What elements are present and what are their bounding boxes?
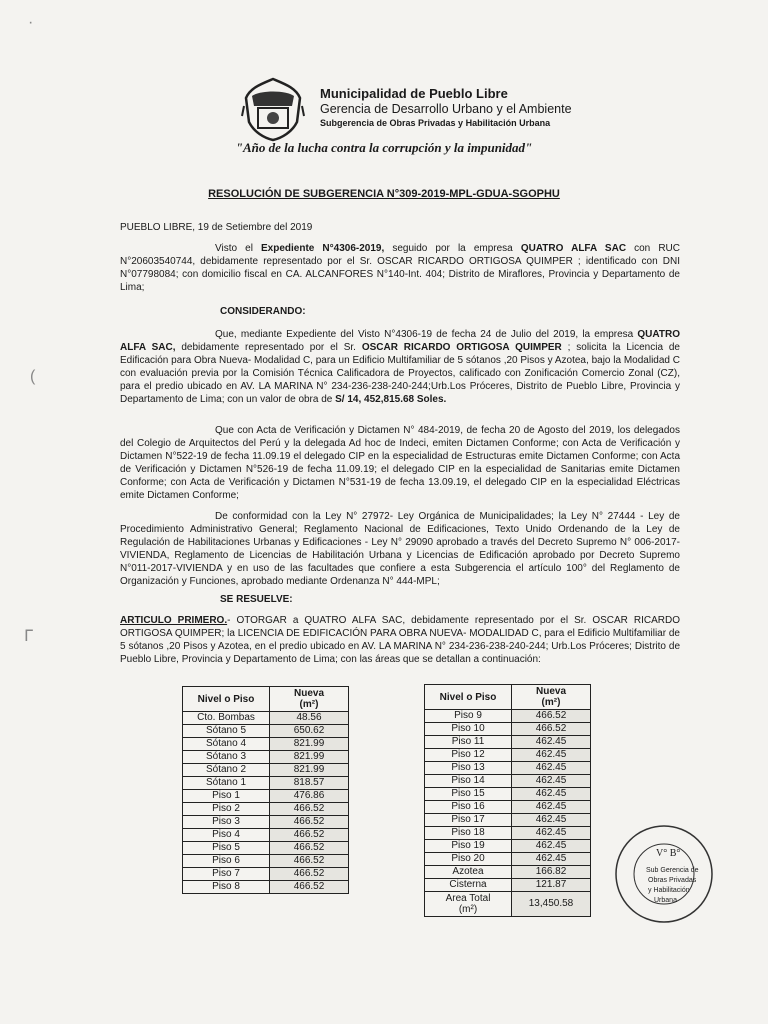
row-area: 462.45 — [512, 814, 591, 827]
row-area: 462.45 — [512, 801, 591, 814]
row-area: 462.45 — [512, 840, 591, 853]
table-row — [425, 710, 591, 723]
row-level: Cto. Bombas — [183, 712, 270, 725]
para3-text: De conformidad con la Ley N° 27972- Ley Orgánica de Municipalidades; la Ley N° 27444 - Ley de Procedimiento Administrativo General; Reglamento Nacional de Edificaciones, Texto Unido Ordenando de la Ley de Regulación de Habilitaciones Urbanas y Edificaciones - Ley N° 29090 aprobado a través del Decreto Supremo N° 006-2017-VIVIENDA, Reglamento de Licencias de Habilitación Urbana y Licencias de Edificación aprobado por Decreto Supremo N°011-2017-VIVIENDA y en uso de las facultades que confiere a esta Subgerencia el artículo 100° del Reglamento de Organización y Funciones, aprobado mediante Ordenanza N° 444-MPL; — [120, 511, 680, 587]
row-area: 121.87 — [512, 879, 591, 892]
table-row — [183, 738, 349, 751]
row-level: Piso 19 — [425, 840, 512, 853]
gerencia-name: Gerencia de Desarrollo Urbano y el Ambiente — [320, 102, 572, 116]
table-row — [183, 712, 349, 725]
table-row — [425, 879, 591, 892]
scan-mark: · — [28, 14, 34, 31]
header-nivel-label: Nivel o Piso — [439, 691, 497, 703]
row-level: Piso 7 — [183, 868, 270, 881]
total-unit: (m²) — [458, 904, 478, 915]
row-area: 821.99 — [270, 751, 349, 764]
row-area: 650.62 — [270, 725, 349, 738]
row-level: Piso 5 — [183, 842, 270, 855]
municipal-seal-icon — [240, 76, 306, 142]
row-area: 462.45 — [512, 788, 591, 801]
table-row — [183, 725, 349, 738]
row-area: 462.45 — [512, 775, 591, 788]
header-nivel — [183, 687, 270, 712]
table-row — [183, 751, 349, 764]
table-row — [425, 814, 591, 827]
row-level: Piso 15 — [425, 788, 512, 801]
municipality-name: Municipalidad de Pueblo Libre — [320, 86, 508, 101]
articulo-primero-paragraph — [120, 614, 680, 666]
header-nueva — [270, 687, 349, 712]
svg-text:Obras Privadas: Obras Privadas — [648, 877, 697, 884]
row-level: Sótano 5 — [183, 725, 270, 738]
considerando-paragraph-2 — [120, 424, 680, 502]
para1-text-3: ; solicita la Licencia de Edificación para Obra Nueva- Modalidad C, para un Edificio Multifamiliar de 5 sótanos ,20 Pisos y Azotea, bajo la Modalidad C con evaluación previa por la Comisión Técnica Calificadora de Proyectos, calificado con Zonificación Comercio Zonal (CZ), para el predio ubicado en AV. LA MARINA N° 234-236-238-240-244;Urb.Los Próceres, Distrito de Pueblo Libre, Provincia y Departamento de Lima; con un valor de obra de — [120, 342, 680, 405]
considerando-paragraph-3 — [120, 510, 680, 588]
considerando-paragraph-1 — [120, 328, 680, 406]
row-level: Piso 11 — [425, 736, 512, 749]
visto-text-1: Visto el — [215, 243, 261, 254]
table-row — [183, 881, 349, 894]
row-area: 466.52 — [270, 881, 349, 894]
row-area: 462.45 — [512, 827, 591, 840]
visto-text-2: seguido por la empresa — [384, 243, 521, 254]
articulo-text: - OTORGAR a QUATRO ALFA SAC, debidamente representado por el Sr. OSCAR RICARDO ORTIGOSA QUIMPER; la LICENCIA DE EDIFICACIÓN PARA OBRA NUEVA- MODALIDAD C, para el Edificio Multifamiliar de 5 sótanos ,20 Pisos y Azotea, en el predio ubicado en AV. LA MARINA N° 234-236-238-240-244; Urb.Los Próceres; Distrito de Pueblo Libre, Provincia y Departamento de Lima; con las áreas que se detallan a continuación: — [120, 615, 680, 665]
row-area: 821.99 — [270, 738, 349, 751]
scan-mark: ( — [30, 368, 36, 385]
areas-table-left — [182, 686, 349, 894]
table-row — [183, 842, 349, 855]
row-level: Sótano 3 — [183, 751, 270, 764]
row-area: 476.86 — [270, 790, 349, 803]
row-area: 466.52 — [270, 855, 349, 868]
total-label — [425, 892, 512, 917]
visto-text-3: con RUC N°20603540744, debidamente representado por el Sr. OSCAR RICARDO ORTIGOSA QUIMPER ; identificado con DNI N°07798084; con domicilio fiscal en CA. ALCANFORES N°140-Int. 404; Distrito de Miraflores, Provincia y Departamento de Lima; — [120, 243, 680, 293]
visto-empresa: QUATRO ALFA SAC — [520, 243, 627, 254]
scan-mark: ᒥ — [24, 628, 33, 645]
row-area: 48.56 — [270, 712, 349, 725]
row-level: Piso 3 — [183, 816, 270, 829]
row-level: Piso 18 — [425, 827, 512, 840]
header-nivel-label: Nivel o Piso — [197, 693, 255, 705]
row-area: 466.52 — [512, 710, 591, 723]
letterhead — [240, 72, 660, 142]
resolution-title: RESOLUCIÓN DE SUBGERENCIA N°309-2019-MPL-GDUA-SGOPHU — [208, 188, 560, 200]
table-row — [425, 840, 591, 853]
total-row — [425, 892, 591, 917]
row-level: Piso 12 — [425, 749, 512, 762]
table-row — [183, 777, 349, 790]
row-area: 466.52 — [270, 829, 349, 842]
header-nueva-label: Nueva — [293, 688, 324, 699]
table-row — [183, 855, 349, 868]
table-row — [425, 827, 591, 840]
para2-text: Que con Acta de Verificación y Dictamen N° 484-2019, de fecha 20 de Agosto del 2019, los delegados del Colegio de Arquitectos del Perú y la delegada Ad hoc de Indeci, emiten Dictamen Conforme; con Acta de Verificación y Dictamen N°522-19 de fecha 11.09.19 el delegado CIP en la especialidad de Estructuras emite Dictamen Conforme; con Acta de Verificación y Dictamen N°526-19 de fecha 11.09.19; el delegado CIP en la especialidad de Sanitarias emite Dictamen Conforme; con Acta de Verificación y Dictamen N°531-19 de fecha 13.09.19, el delegado CIP en la especialidad Eléctricas emite Dictamen Conforme; — [120, 425, 680, 501]
row-level: Piso 17 — [425, 814, 512, 827]
para1-empresa: QUATRO ALFA SAC, — [120, 329, 680, 353]
row-level: Cisterna — [425, 879, 512, 892]
row-area: 821.99 — [270, 764, 349, 777]
total-label-text: Area Total — [445, 893, 491, 904]
subgerencia-name: Subgerencia de Obras Privadas y Habilitación Urbana — [320, 118, 551, 128]
svg-text:Urbana: Urbana — [654, 897, 677, 904]
svg-text:V° B°: V° B° — [656, 848, 681, 859]
table-row — [425, 775, 591, 788]
para1-representative: OSCAR RICARDO ORTIGOSA QUIMPER — [361, 342, 562, 353]
table-row — [183, 829, 349, 842]
row-level: Piso 13 — [425, 762, 512, 775]
row-level: Sótano 1 — [183, 777, 270, 790]
table-row — [425, 853, 591, 866]
row-level: Piso 10 — [425, 723, 512, 736]
table-row — [183, 764, 349, 777]
row-area: 466.52 — [270, 868, 349, 881]
row-level: Azotea — [425, 866, 512, 879]
table-row — [425, 866, 591, 879]
table-row — [425, 762, 591, 775]
row-level: Piso 8 — [183, 881, 270, 894]
row-area: 462.45 — [512, 736, 591, 749]
row-area: 466.52 — [270, 816, 349, 829]
row-level: Piso 14 — [425, 775, 512, 788]
table-row — [425, 723, 591, 736]
svg-text:Sub Gerencia de: Sub Gerencia de — [646, 867, 699, 874]
row-level: Piso 9 — [425, 710, 512, 723]
year-motto: "Año de la lucha contra la corrupción y la impunidad" — [235, 140, 533, 155]
considerando-heading: CONSIDERANDO: — [220, 306, 306, 317]
table-row — [183, 816, 349, 829]
visto-expediente: Expediente N°4306-2019, — [261, 243, 385, 254]
resuelve-heading: SE RESUELVE: — [220, 594, 293, 605]
table-row — [425, 801, 591, 814]
header-unit-label: (m²) — [541, 697, 561, 708]
row-level: Piso 2 — [183, 803, 270, 816]
header-nueva — [512, 685, 591, 710]
table-row — [183, 803, 349, 816]
row-area: 466.52 — [512, 723, 591, 736]
table-row — [425, 749, 591, 762]
row-level: Piso 4 — [183, 829, 270, 842]
row-level: Sótano 2 — [183, 764, 270, 777]
svg-text:y Habilitación: y Habilitación — [648, 887, 690, 894]
header-unit-label: (m²) — [299, 699, 319, 710]
para1-text-2: debidamente representado por el Sr. — [175, 342, 362, 353]
articulo-label: ARTICULO PRIMERO. — [120, 615, 228, 626]
resolution-date: PUEBLO LIBRE, 19 de Setiembre del 2019 — [120, 222, 313, 233]
row-area: 166.82 — [512, 866, 591, 879]
row-level: Piso 1 — [183, 790, 270, 803]
row-level: Sótano 4 — [183, 738, 270, 751]
table-row — [183, 790, 349, 803]
total-value: 13,450.58 — [512, 892, 591, 917]
para1-text-1: Que, mediante Expediente del Visto N°4306-19 de fecha 24 de Julio del 2019, la empresa — [215, 329, 638, 340]
row-area: 462.45 — [512, 853, 591, 866]
areas-table-right — [424, 684, 591, 917]
row-area: 466.52 — [270, 842, 349, 855]
official-stamp-icon — [612, 822, 716, 926]
table-row — [425, 736, 591, 749]
row-area: 466.52 — [270, 803, 349, 816]
header-nivel — [425, 685, 512, 710]
row-area: 818.57 — [270, 777, 349, 790]
table-row — [425, 788, 591, 801]
header-nueva-label: Nueva — [535, 686, 566, 697]
row-level: Piso 6 — [183, 855, 270, 868]
para1-valor: S/ 14, 452,815.68 Soles. — [335, 394, 447, 405]
table-row — [183, 868, 349, 881]
row-level: Piso 16 — [425, 801, 512, 814]
row-level: Piso 20 — [425, 853, 512, 866]
row-area: 462.45 — [512, 749, 591, 762]
row-area: 462.45 — [512, 762, 591, 775]
visto-paragraph — [120, 242, 680, 294]
